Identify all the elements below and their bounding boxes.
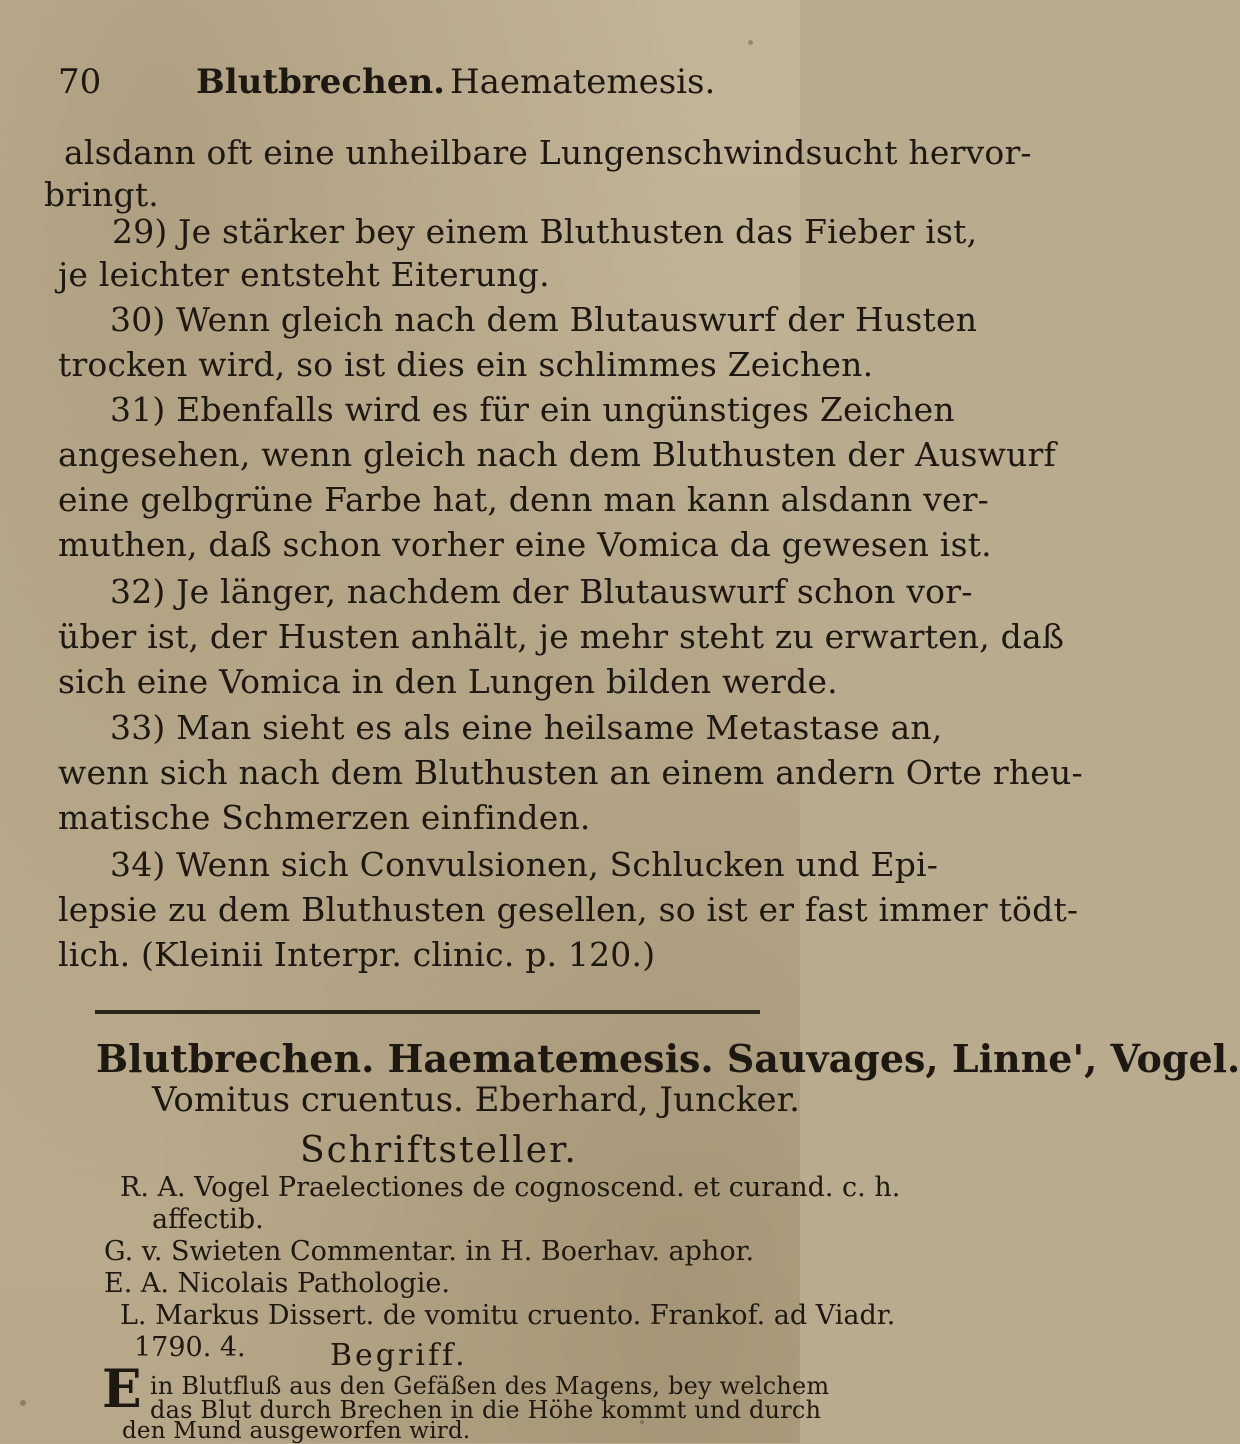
dropcap: E xyxy=(102,1359,142,1420)
reference-line: E. A. Nicolais Pathologie. xyxy=(104,1268,450,1299)
definition-heading: Begriff. xyxy=(330,1338,468,1373)
definition-line: in Blutfluß aus den Gefäßen des Magens, bey welchem xyxy=(150,1372,830,1400)
definition-line: das Blut durch Brechen in die Höhe kommt und durch xyxy=(150,1396,822,1424)
text-line: 29) Je stärker bey einem Bluthusten das Fieber ist, xyxy=(112,212,978,251)
paper-stain xyxy=(748,40,753,45)
text-line: alsdann oft eine unheilbare Lungenschwindsucht hervor- xyxy=(64,133,1032,172)
reference-line: L. Markus Dissert. de vomitu cruento. Frankof. ad Viadr. xyxy=(120,1300,896,1331)
text-line: 32) Je länger, nachdem der Blutauswurf schon vor- xyxy=(110,572,973,611)
text-line: 30) Wenn gleich nach dem Blutauswurf der Husten xyxy=(110,300,978,339)
text-line: eine gelbgrüne Farbe hat, denn man kann alsdann ver- xyxy=(58,480,990,519)
paper-stain xyxy=(20,1400,26,1406)
reference-line: R. A. Vogel Praelectiones de cognoscend. et curand. c. h. xyxy=(120,1172,901,1203)
definition-line: den Mund ausgeworfen wird. xyxy=(122,1418,471,1444)
text-line: angesehen, wenn gleich nach dem Bluthusten der Auswurf xyxy=(58,435,1056,474)
text-line: wenn sich nach dem Bluthusten an einem andern Orte rheu- xyxy=(58,753,1083,792)
header-title: Blutbrechen. xyxy=(196,62,446,102)
section-title: Blutbrechen. Haematemesis. Sauvages, Linne', Vogel. xyxy=(96,1036,1240,1081)
section-divider xyxy=(95,1010,760,1014)
reference-line: 1790. 4. xyxy=(134,1332,246,1363)
section-subtitle: Vomitus cruentus. Eberhard, Juncker. xyxy=(152,1080,800,1120)
text-line: lich. (Kleinii Interpr. clinic. p. 120.) xyxy=(58,935,656,974)
header-title-latin: Haematemesis. xyxy=(450,62,716,102)
text-line: sich eine Vomica in den Lungen bilden werde. xyxy=(58,662,838,701)
text-line: 33) Man sieht es als eine heilsame Metastase an, xyxy=(110,708,943,747)
text-line: muthen, daß schon vorher eine Vomica da gewesen ist. xyxy=(58,525,992,564)
text-line: je leichter entsteht Eiterung. xyxy=(58,255,550,294)
writers-heading: Schriftsteller. xyxy=(300,1130,578,1171)
reference-line: G. v. Swieten Commentar. in H. Boerhav. aphor. xyxy=(104,1236,755,1267)
text-line: 34) Wenn sich Convulsionen, Schlucken und Epi- xyxy=(110,845,939,884)
text-line: lepsie zu dem Bluthusten gesellen, so ist er fast immer tödt- xyxy=(58,890,1079,929)
text-line: matische Schmerzen einfinden. xyxy=(58,798,591,837)
text-line: bringt. xyxy=(44,175,159,214)
text-line: über ist, der Husten anhält, je mehr steht zu erwarten, daß xyxy=(58,617,1065,656)
page-number: 70 xyxy=(58,62,102,102)
reference-line: affectib. xyxy=(152,1204,264,1235)
text-line: 31) Ebenfalls wird es für ein ungünstiges Zeichen xyxy=(110,390,955,429)
text-line: trocken wird, so ist dies ein schlimmes Zeichen. xyxy=(58,345,874,384)
